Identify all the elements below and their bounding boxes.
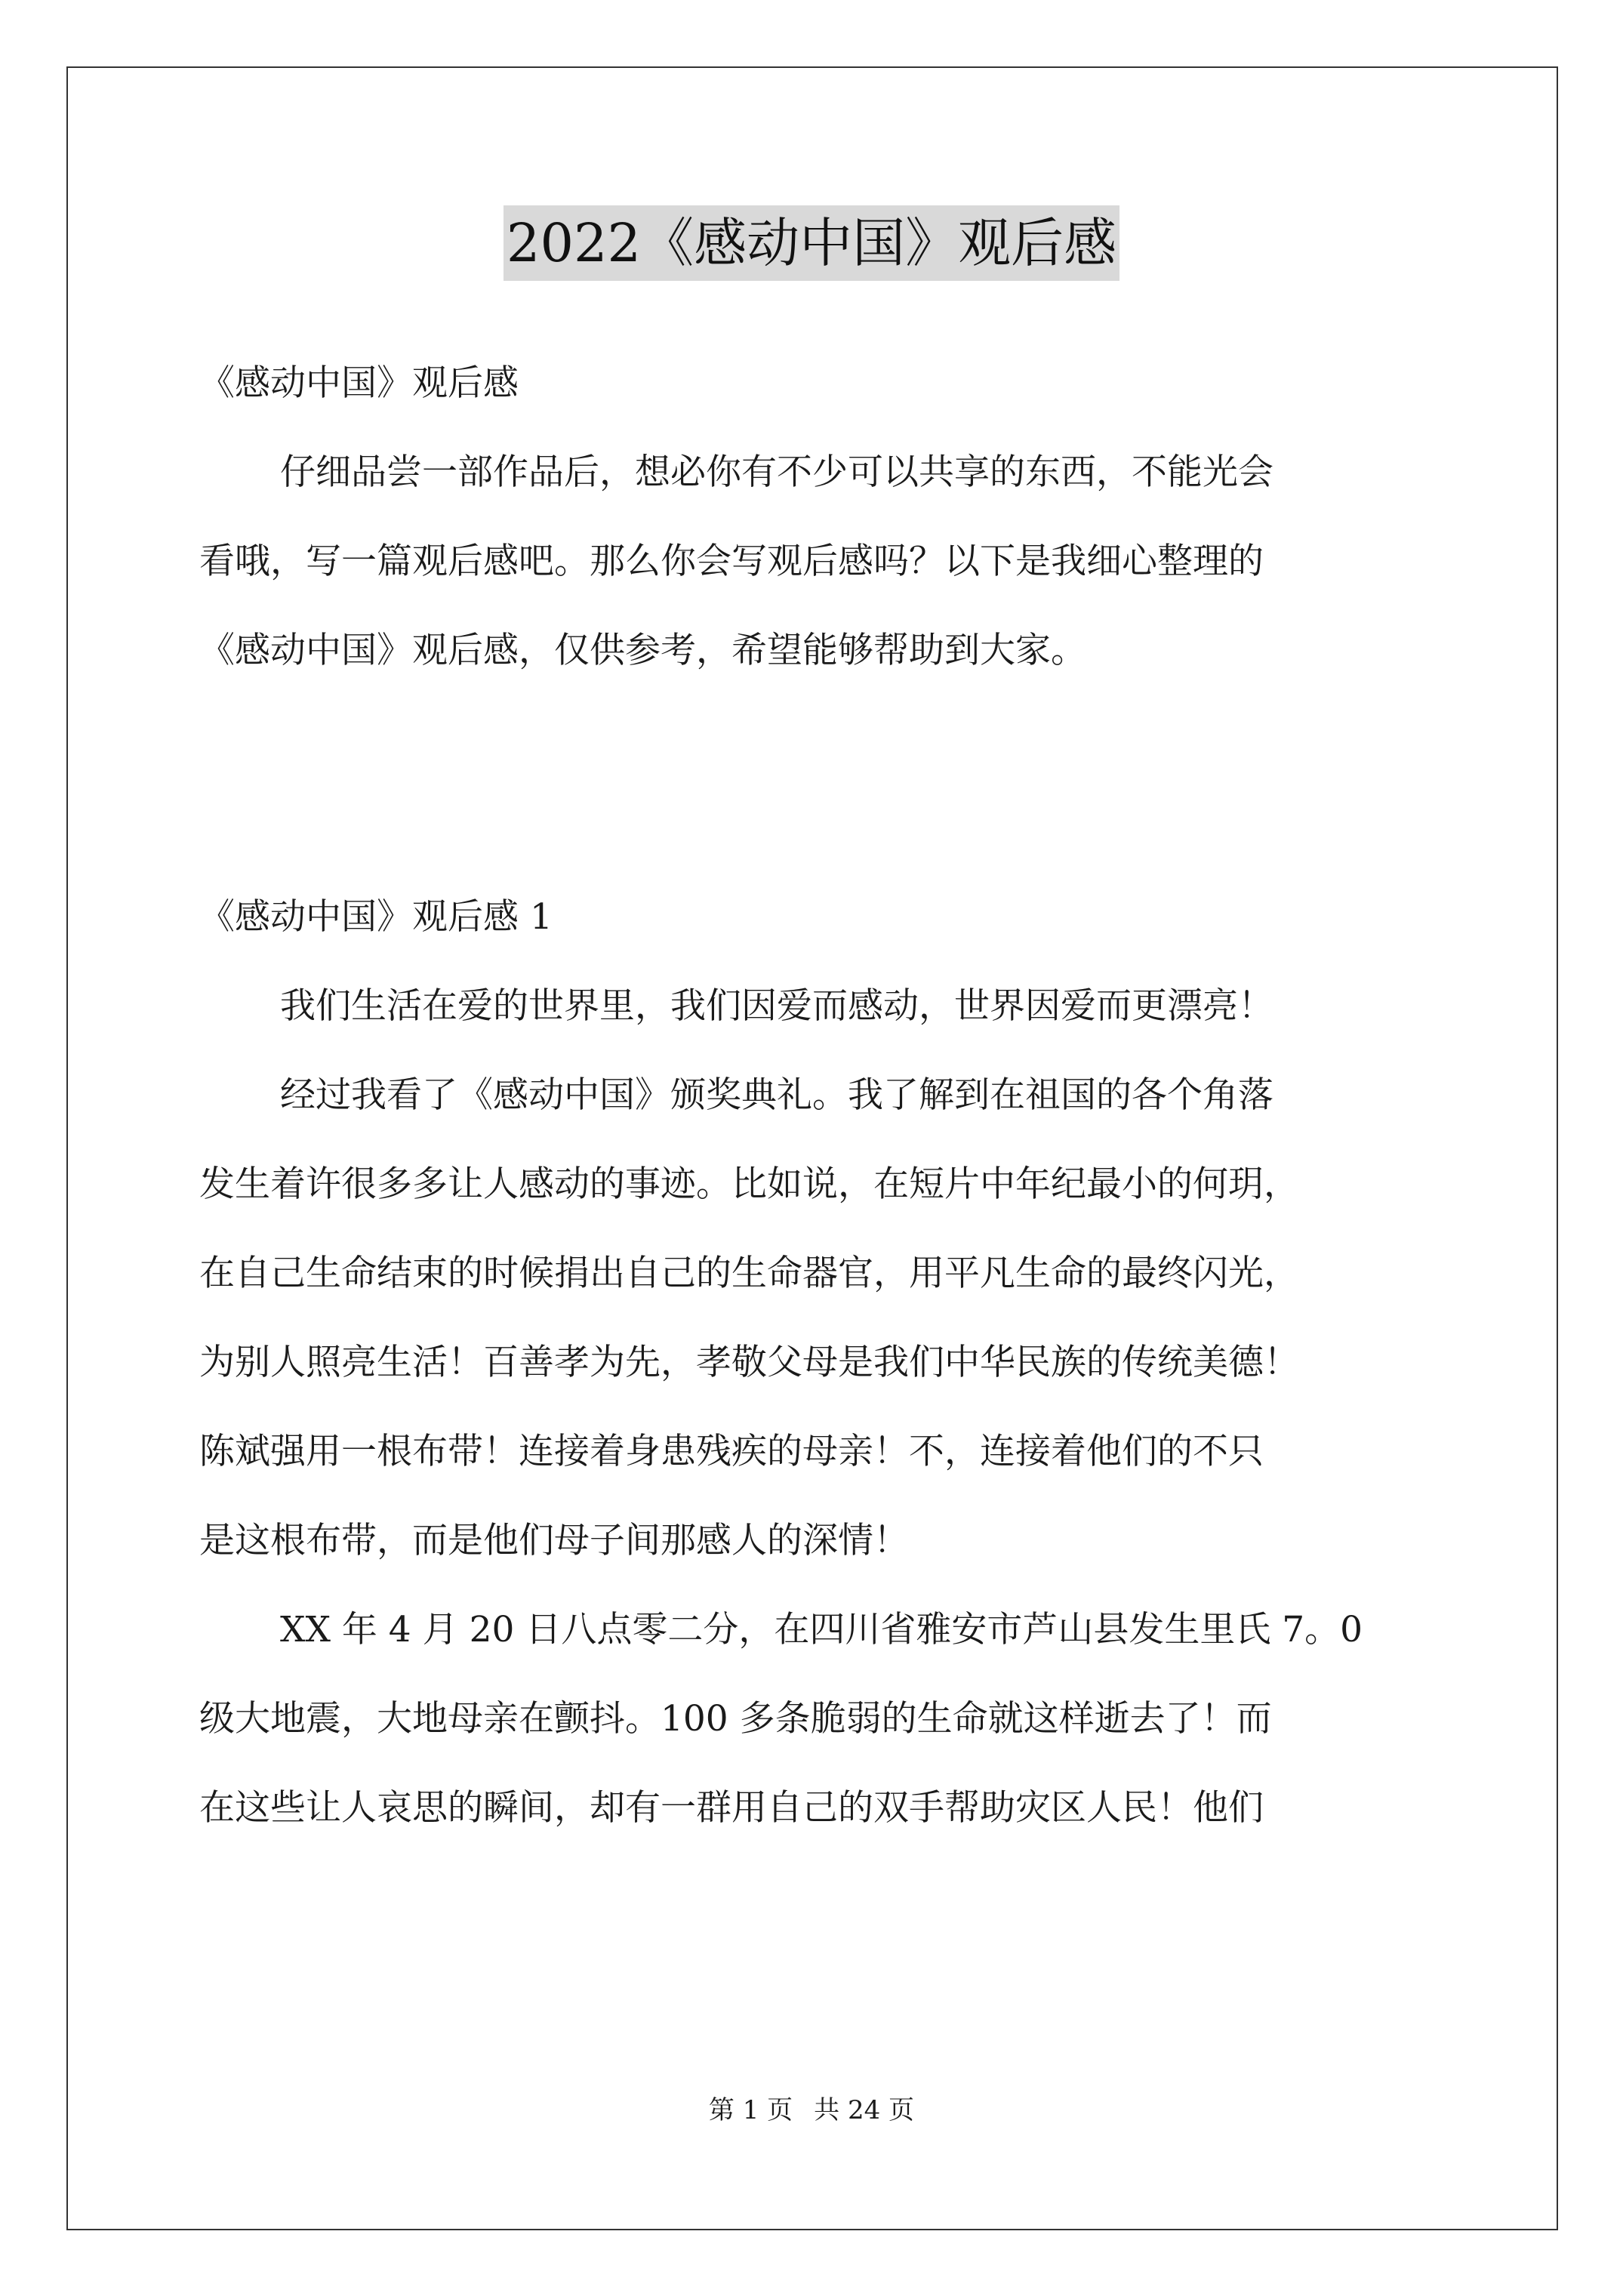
intro-line: 《感动中国》观后感，仅供参考，希望能够帮助到大家。 xyxy=(199,630,1086,671)
section-heading: 《感动中国》观后感 xyxy=(199,362,519,404)
page-number: 第 1 页 xyxy=(708,2095,793,2125)
page-total: 共 24 页 xyxy=(814,2095,915,2125)
document-title: 2022《感动中国》观后感 xyxy=(504,205,1119,281)
paragraph-line: 发生着许很多多让人感动的事迹。比如说，在短片中年纪最小的何玥， xyxy=(199,1163,1299,1205)
paragraph-line: 陈斌强用一根布带！连接着身患残疾的母亲！不，连接着他们的不只 xyxy=(199,1431,1264,1472)
paragraph-line: 是这根布带，而是他们母子间那感人的深情！ xyxy=(199,1520,909,1561)
intro-line: 仔细品尝一部作品后，想必你有不少可以共享的东西，不能光会 xyxy=(280,451,1273,493)
intro-line: 看哦，写一篇观后感吧。那么你会写观后感吗？以下是我细心整理的 xyxy=(199,541,1264,582)
page-footer xyxy=(0,2091,1623,2129)
paragraph-line: 在这些让人哀思的瞬间，却有一群用自己的双手帮助灾区人民！他们 xyxy=(199,1787,1264,1829)
paragraph-line: 为别人照亮生活！百善孝为先，孝敬父母是我们中华民族的传统美德！ xyxy=(199,1342,1299,1383)
paragraph-line: 经过我看了《感动中国》颁奖典礼。我了解到在祖国的各个角落 xyxy=(280,1074,1273,1116)
document-body-main xyxy=(199,873,1467,1853)
paragraph-line: 我们生活在爱的世界里，我们因爱而感动，世界因爱而更漂亮！ xyxy=(280,985,1273,1027)
section-heading: 《感动中国》观后感 1 xyxy=(199,896,553,938)
paragraph-line: 级大地震，大地母亲在颤抖。100 多条脆弱的生命就这样逝去了！而 xyxy=(199,1698,1272,1740)
document-body-top xyxy=(199,339,1467,695)
paragraph-line: 在自己生命结束的时候捐出自己的生命器官，用平凡生命的最终闪光， xyxy=(199,1253,1299,1294)
title-container xyxy=(0,205,1623,281)
paragraph-line: XX 年 4 月 20 日八点零二分，在四川省雅安市芦山县发生里氏 7。0 xyxy=(280,1609,1363,1650)
